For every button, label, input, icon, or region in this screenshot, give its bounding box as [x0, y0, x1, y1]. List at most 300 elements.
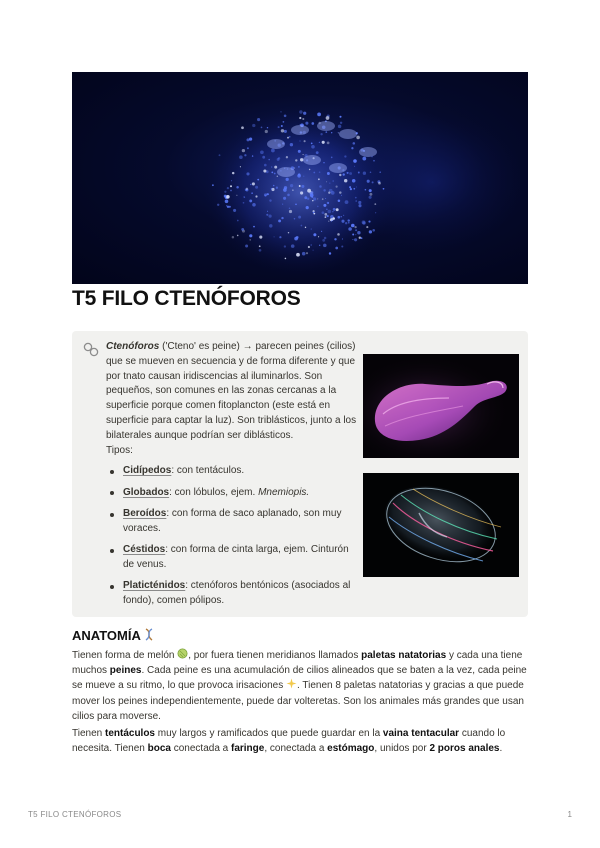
- sparkle-dot: [369, 193, 372, 196]
- sparkle-dot: [264, 193, 267, 196]
- sparkle-dot: [359, 237, 361, 239]
- glowing-bell: [291, 125, 309, 135]
- sparkle-dot: [312, 200, 314, 202]
- sparkle-dot: [333, 208, 336, 211]
- sparkle-dot: [305, 122, 308, 125]
- anatomy-paragraph-2: Tienen tentáculos muy largos y ramificados que puede guardar en la vaina tentacular cuando lo necesita. Tienen boca conectada a faringe, conectada a estómago, unidos por 2 poros anales.: [72, 728, 506, 755]
- sparkle-dot: [327, 202, 329, 204]
- sparkle-dot: [326, 181, 327, 182]
- sparkle-dot: [319, 245, 320, 246]
- sparkle-dot: [298, 166, 300, 168]
- sparkle-dot: [337, 233, 340, 236]
- sparkle-dot: [246, 172, 249, 175]
- glowing-bell: [267, 139, 285, 149]
- sparkle-dot: [304, 140, 306, 142]
- sparkle-dot: [303, 154, 304, 155]
- glowing-bell: [317, 121, 335, 131]
- iridescent-ctenophore-graphic: [363, 473, 519, 577]
- sparkle-dot: [253, 226, 255, 228]
- sparkle-dot: [290, 184, 293, 187]
- sparkle-dot: [344, 155, 346, 157]
- sparkle-dot: [344, 179, 347, 182]
- dna-icon: [144, 628, 154, 641]
- sparkle-dot: [288, 232, 289, 233]
- footer-title: T5 FILO CTENÓFOROS: [28, 810, 122, 819]
- sparkle-dot: [317, 206, 319, 208]
- sparkle-dot: [324, 213, 327, 216]
- sparkle-dot: [271, 149, 275, 153]
- sparkle-dot: [313, 172, 315, 174]
- sparkle-dot: [354, 166, 355, 167]
- type-term: Beroídos: [123, 508, 167, 520]
- sparkle-dot: [354, 226, 356, 228]
- sparkle-dot: [332, 211, 333, 212]
- sparkle-dot: [298, 216, 301, 219]
- sparkle-dot: [351, 147, 353, 149]
- sparkle-dot: [305, 227, 306, 228]
- intro-description: parecen peines (cilios) que se mueven en secuencia y de forma diferente y que por tnato causan iridiscencias al iluminarlos. Son pequeños, son comunes en las zonas cercanas a la superficie porque comen fitoplancton (este está en superficie para captar la luz). Son triblásticos, junto a los bilaterales aunque podrían ser diblásticos.: [106, 341, 357, 441]
- sparkle-dot: [260, 150, 264, 154]
- sparkle-dot: [318, 178, 320, 180]
- sparkle-dot: [283, 197, 286, 200]
- sparkle-dot: [302, 252, 306, 256]
- list-item: Cidípedos: con tentáculos.: [106, 464, 362, 479]
- sparkle-dot: [291, 244, 295, 248]
- sparkle-dot: [284, 245, 286, 247]
- sparkle-dot: [239, 155, 243, 159]
- sparkle-dot: [311, 145, 315, 149]
- sparkle-dot: [367, 180, 370, 183]
- sparkle-dot: [306, 206, 309, 209]
- sparkle-dot: [329, 252, 331, 254]
- sparkle-dot: [271, 172, 273, 174]
- sparkle-dot: [322, 141, 325, 144]
- sparkle-dot: [249, 234, 252, 237]
- type-term: Cidípedos: [123, 465, 172, 477]
- sparkle-dot: [276, 187, 278, 189]
- sparkle-dot: [329, 183, 330, 184]
- sparkle-dot: [252, 182, 255, 185]
- sparkle-dot: [294, 237, 298, 241]
- sparkle-dot: [261, 127, 263, 129]
- sparkle-dot: [332, 217, 335, 220]
- sparkle-dot: [338, 200, 341, 203]
- sparkle-dot: [327, 215, 329, 217]
- sparkle-dot: [230, 185, 232, 187]
- sparkle-dot: [328, 221, 329, 222]
- sparkle-dot: [303, 176, 304, 177]
- sparkle-dot: [289, 136, 291, 138]
- sparkle-dot: [284, 130, 287, 133]
- sparkle-dot: [287, 137, 289, 139]
- sparkle-dot: [356, 136, 360, 140]
- sparkle-dot: [267, 211, 268, 212]
- sparkle-dot: [365, 189, 367, 191]
- sparkle-dot: [268, 214, 271, 217]
- sparkle-dot: [353, 142, 356, 145]
- sparkle-dot: [245, 245, 248, 248]
- sparkle-dot: [296, 253, 300, 257]
- sparkle-dot: [271, 166, 272, 167]
- sparkle-dot: [323, 244, 327, 248]
- sparkle-dot: [353, 188, 355, 190]
- sparkle-dot: [340, 122, 342, 124]
- iridescent-ctenophore-image: [363, 473, 519, 577]
- sparkle-dot: [262, 156, 265, 159]
- sparkle-dot: [355, 229, 357, 231]
- sparkle-dot: [300, 158, 303, 161]
- sparkle-dot: [282, 204, 283, 205]
- sparkle-dot: [323, 189, 325, 191]
- sparkle-dot: [368, 221, 370, 223]
- sparkle-dot: [274, 166, 277, 169]
- sparkle-dot: [323, 204, 326, 207]
- sparkle-dot: [302, 118, 304, 120]
- sparkle-dot: [285, 258, 287, 260]
- sparkle-dot: [250, 239, 251, 240]
- cover-image: [72, 72, 528, 284]
- sparkle-dot: [348, 227, 352, 231]
- sparkle-dot: [349, 172, 352, 175]
- type-term: Platicténidos: [123, 580, 186, 592]
- sparkle-dot: [324, 237, 327, 240]
- sparkle-dot: [246, 188, 248, 190]
- sparkle-dot: [298, 150, 301, 153]
- sparkle-dot: [322, 198, 324, 200]
- sparkle-dot: [295, 204, 297, 206]
- sparkle-dot: [242, 149, 245, 152]
- sparkle-dot: [317, 113, 321, 117]
- sparkle-dot: [301, 225, 303, 227]
- sparkle-dot: [353, 159, 357, 163]
- sparkle-dot: [331, 191, 335, 195]
- glowing-bell: [303, 155, 321, 165]
- sparkle-dot: [326, 116, 330, 120]
- sparkle-dot: [255, 186, 258, 189]
- sparkle-dot: [369, 189, 372, 192]
- sparkle-dot: [244, 197, 245, 198]
- sparkle-dot: [318, 236, 319, 237]
- sparkle-dot: [265, 130, 268, 133]
- sparkle-dot: [308, 246, 310, 248]
- sparkle-dot: [319, 185, 322, 188]
- sparkle-dot: [249, 138, 252, 141]
- sparkle-dot: [307, 198, 309, 200]
- sparkle-dot: [325, 131, 327, 133]
- sparkle-dot: [283, 121, 285, 123]
- sparkle-dot: [358, 172, 360, 174]
- sparkle-dot: [298, 173, 301, 176]
- sparkle-dot: [352, 239, 353, 240]
- sparkle-dot: [375, 212, 376, 213]
- sparkle-dot: [226, 205, 227, 206]
- sparkle-dot: [281, 129, 284, 132]
- sparkle-dot: [286, 156, 288, 158]
- list-item: Globados: con lóbulos, ejem. Mnemiopis.: [106, 486, 362, 501]
- ctenoforos-term: Ctenóforos: [106, 341, 160, 352]
- list-item: Beroídos: con forma de saco aplanado, son muy voraces.: [106, 507, 362, 536]
- sparkle-dot: [345, 200, 349, 204]
- sparkle-dot: [251, 192, 253, 194]
- sparkle-dot: [355, 197, 357, 199]
- sparkle-dot: [259, 236, 262, 239]
- sparkle-dot: [292, 189, 294, 191]
- sparkle-dot: [229, 206, 231, 208]
- page-number: 1: [567, 810, 572, 819]
- anatomy-heading: ANATOMÍA: [72, 628, 154, 643]
- sparkle-dot: [343, 215, 344, 216]
- sparkle-dot: [342, 238, 343, 239]
- glowing-bell: [359, 147, 377, 157]
- sparkle-dot: [287, 194, 290, 197]
- sparkle-dot: [355, 234, 356, 235]
- sparkle-dot: [278, 126, 280, 128]
- sparkle-dot: [328, 210, 332, 214]
- sparkle-dot: [240, 166, 241, 167]
- sparkle-dot: [341, 220, 344, 223]
- sparkle-dot: [331, 132, 332, 133]
- sparkle-dot: [237, 220, 239, 222]
- sparkle-dot: [284, 115, 287, 118]
- sparkle-dot: [267, 127, 268, 128]
- sparkle-dot: [341, 245, 343, 247]
- sparkle-dot: [336, 186, 338, 188]
- sparkle-dot: [224, 195, 227, 198]
- sparkle-dot: [281, 125, 283, 127]
- sparkle-dot: [372, 181, 374, 183]
- sparkle-dot: [351, 224, 355, 228]
- sparkle-dot: [299, 140, 300, 141]
- sparkle-dot: [345, 222, 347, 224]
- sparkle-dot: [241, 228, 244, 231]
- melon-icon: [177, 648, 188, 659]
- sparkle-dot: [323, 162, 324, 163]
- sparkle-dot: [267, 193, 269, 195]
- sparkle-dot: [358, 201, 361, 204]
- callout-text: [106, 340, 362, 615]
- sparkle-dot: [299, 117, 301, 119]
- sparkle-dot: [289, 210, 292, 213]
- glowing-bell: [329, 163, 347, 173]
- sparkle-dot: [334, 238, 336, 240]
- sparkle-dot: [274, 173, 276, 175]
- sparkle-dot: [354, 238, 357, 241]
- sparkle-dot: [236, 186, 239, 189]
- sparkle-dot: [252, 203, 256, 207]
- sparkle-dot: [363, 172, 366, 175]
- list-item: Platicténidos: ctenóforos bentónicos (asociados al fondo), comen pólipos.: [106, 579, 362, 608]
- sparkle-dot: [233, 209, 236, 212]
- sparkle-dot: [217, 204, 219, 206]
- list-item: Céstidos: con forma de cinta larga, ejem. Cinturón de venus.: [106, 543, 362, 572]
- sparkle-dot: [349, 186, 351, 188]
- sparkle-dot: [311, 228, 312, 229]
- sparkle-dot: [303, 112, 306, 115]
- sparkle-dot: [232, 236, 234, 238]
- sparkle-dot: [257, 118, 260, 121]
- sparkle-dot: [328, 192, 330, 194]
- sparkle-dot: [311, 122, 314, 125]
- sparkle-dot: [361, 237, 363, 239]
- sparkle-icon: [286, 678, 297, 689]
- sparkle-dot: [313, 197, 316, 200]
- sparkle-dot: [231, 180, 232, 181]
- sparkle-dot: [255, 195, 257, 197]
- sparkle-dot: [309, 169, 310, 170]
- sparkle-dot: [379, 171, 381, 173]
- sparkle-dot: [332, 180, 334, 182]
- cover-bioluminescence-graphic: [72, 72, 528, 284]
- sparkle-dot: [277, 158, 280, 161]
- sparkle-dot: [311, 244, 312, 245]
- sparkle-dot: [244, 154, 246, 156]
- sparkle-dot: [247, 147, 249, 149]
- sparkle-dot: [320, 133, 322, 135]
- sparkle-dot: [259, 249, 262, 252]
- sparkle-dot: [250, 184, 251, 185]
- sparkle-dot: [325, 216, 327, 218]
- sparkle-dot: [366, 226, 368, 228]
- sparkle-dot: [295, 159, 297, 161]
- callout-box: [72, 331, 528, 617]
- glowing-bell: [277, 167, 295, 177]
- sparkle-dot: [280, 111, 281, 112]
- sparkle-dot: [279, 236, 281, 238]
- sparkle-dot: [374, 203, 376, 205]
- pink-ctenophore-image: [363, 354, 519, 458]
- sparkle-dot: [362, 157, 366, 161]
- sparkle-dot: [319, 171, 321, 173]
- sparkle-dot: [274, 236, 275, 237]
- sparkle-dot: [341, 216, 342, 217]
- sparkle-dot: [339, 116, 341, 118]
- sparkle-dot: [236, 195, 237, 196]
- sparkle-dot: [316, 151, 319, 154]
- sparkle-dot: [263, 169, 266, 172]
- sparkle-dot: [257, 179, 259, 181]
- sparkle-dot: [299, 110, 302, 113]
- sparkle-dot: [277, 175, 279, 177]
- sparkle-dot: [355, 200, 357, 202]
- page-title: T5 FILO CTENÓFOROS: [72, 287, 301, 310]
- sparkle-dot: [313, 212, 315, 214]
- sparkle-dot: [266, 214, 268, 216]
- sparkle-dot: [232, 172, 234, 174]
- sparkle-dot: [347, 172, 349, 174]
- callout-intro: [106, 340, 362, 444]
- sparkle-dot: [373, 160, 375, 162]
- sparkle-dot: [362, 220, 366, 224]
- sparkle-dot: [225, 200, 229, 204]
- sparkle-dot: [230, 190, 232, 192]
- sparkle-dot: [370, 172, 372, 174]
- sparkle-dot: [278, 219, 281, 222]
- sparkle-dot: [219, 154, 221, 156]
- sparkle-dot: [331, 221, 332, 222]
- sparkle-dot: [226, 195, 230, 199]
- sparkle-dot: [212, 184, 214, 186]
- sparkle-dot: [331, 157, 333, 159]
- sparkle-dot: [327, 172, 330, 175]
- sparkle-dot: [224, 191, 226, 193]
- sparkle-dot: [383, 188, 385, 190]
- sparkle-dot: [313, 233, 316, 236]
- sparkle-dot: [300, 191, 303, 194]
- sparkle-dot: [378, 182, 381, 185]
- sparkle-dot: [283, 188, 287, 192]
- sparkle-dot: [269, 224, 272, 227]
- sparkle-dot: [290, 143, 293, 146]
- sparkle-dot: [369, 230, 372, 233]
- sparkle-dot: [348, 222, 350, 224]
- magnifier-glasses-icon: [82, 341, 100, 359]
- sparkle-dot: [321, 231, 322, 232]
- sparkle-dot: [313, 250, 314, 251]
- sparkle-dot: [311, 143, 313, 145]
- sparkle-dot: [339, 191, 341, 193]
- anatomy-paragraph-1: Tienen forma de melón , por fuera tienen meridianos llamados paletas natatorias y cada una tiene muchos peines. Cada peine es una acumulación de cilios alineados que se baten a la vez, cada peine se mueve a su ritmo, lo que provoca irisaciones . Tienen 8 paletas natatorias y gracias a que puede mover los peines independientemente, puede dar volteretas. Son los animales más grandes que usan cilios para moverse.: [72, 650, 527, 722]
- sparkle-dot: [352, 179, 356, 183]
- sparkle-dot: [306, 252, 308, 254]
- sparkle-dot: [294, 218, 295, 219]
- type-term: Céstidos: [123, 544, 166, 556]
- sparkle-dot: [286, 178, 289, 181]
- sparkle-dot: [372, 229, 375, 232]
- sparkle-dot: [301, 185, 304, 188]
- pink-ctenophore-graphic: [363, 354, 519, 458]
- sparkle-dot: [317, 198, 318, 199]
- sparkle-dot: [310, 193, 314, 197]
- sparkle-dot: [339, 174, 341, 176]
- sparkle-dot: [268, 159, 269, 160]
- sparkle-dot: [299, 185, 301, 187]
- sparkle-dot: [352, 234, 354, 236]
- sparkle-dot: [252, 155, 253, 156]
- sparkle-dot: [336, 208, 339, 211]
- sparkle-dot: [249, 199, 252, 202]
- types-label: Tipos:: [106, 444, 133, 456]
- sparkle-dot: [269, 199, 271, 201]
- etymology-text: ('Cteno' es peine) →: [159, 341, 256, 352]
- sparkle-dot: [247, 138, 250, 141]
- sparkle-dot: [304, 196, 307, 199]
- type-term: Globados: [123, 486, 170, 498]
- sparkle-dot: [273, 185, 275, 187]
- sparkle-dot: [358, 204, 361, 207]
- sparkle-dot: [369, 196, 372, 199]
- sparkle-dot: [322, 239, 325, 242]
- sparkle-dot: [281, 217, 283, 219]
- sparkle-dot: [356, 186, 357, 187]
- sparkle-dot: [237, 235, 239, 237]
- sparkle-dot: [338, 125, 341, 128]
- sparkle-dot: [335, 247, 338, 250]
- sparkle-dot: [259, 245, 261, 247]
- sparkle-dot: [327, 142, 330, 145]
- sparkle-dot: [264, 164, 267, 167]
- sparkle-dot: [343, 173, 345, 175]
- glowing-bell: [339, 129, 357, 139]
- sparkle-dot: [319, 142, 320, 143]
- sparkle-dot: [326, 209, 327, 210]
- sparkle-dot: [241, 126, 244, 129]
- sparkle-dot: [252, 124, 255, 127]
- sparkle-dot: [325, 198, 326, 199]
- sparkle-dot: [271, 188, 273, 190]
- sparkle-dot: [357, 231, 360, 234]
- types-list: [106, 464, 362, 608]
- sparkle-dot: [347, 219, 349, 221]
